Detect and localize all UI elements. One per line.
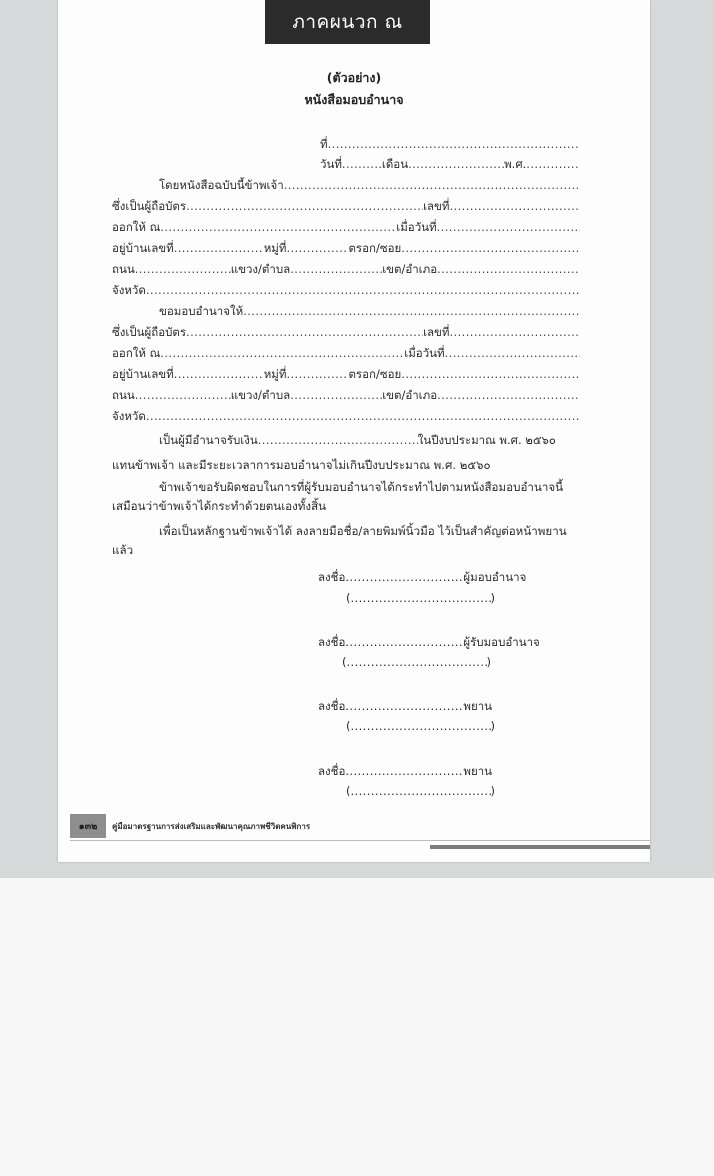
dotted-line	[526, 157, 580, 171]
dotted-line	[445, 346, 580, 360]
signature-witness-1	[318, 698, 588, 716]
dotted-line	[290, 262, 382, 276]
dotted-line	[160, 346, 404, 360]
dotted-line	[290, 388, 382, 402]
authority-prefix: เป็นผู้มีอำนาจรับเงิน	[159, 433, 258, 447]
evidence-paragraph: เพื่อเป็นหลักฐานข้าพเจ้าได้ ลงลายมือชื่อ/ลายพิมพ์นิ้วมือ ไว้เป็นสำคัญต่อหน้าพยานแล้ว	[112, 524, 567, 557]
dotted-line	[437, 388, 580, 402]
dotted-line	[186, 199, 423, 213]
dotted-line	[328, 137, 580, 151]
grantor-province-field	[112, 282, 580, 300]
grantor-card-field	[112, 198, 580, 216]
issue-date-label: เมื่อวันที่	[404, 346, 445, 360]
signature-role: ผู้มอบอำนาจ	[463, 570, 527, 584]
signature-role: พยาน	[463, 764, 493, 778]
dotted-line	[401, 241, 580, 255]
issued-at-label: ออกให้ ณ	[112, 220, 161, 234]
sign-label: ลงชื่อ	[318, 570, 346, 584]
paren-open: (	[346, 784, 351, 798]
dotted-line	[351, 784, 491, 798]
moo-label: หมู่ที่	[263, 367, 287, 381]
dotted-line	[408, 157, 504, 171]
responsibility-paragraph: ข้าพเจ้าขอรับผิดชอบในการที่ผู้รับมอบอำนาจได้กระทำไปตามหนังสือมอบอำนาจนี้ เสมือนว่าข้าพเจ้าได้กระทำด้วยตนเองทั้งสิ้น	[112, 480, 564, 513]
month-label: เดือน	[381, 157, 409, 171]
grantee-province-field	[112, 408, 580, 426]
dotted-line	[174, 241, 264, 255]
sign-label: ลงชื่อ	[318, 635, 346, 649]
paren-open: (	[346, 719, 351, 733]
card-holder-label: ซึ่งเป็นผู้ถือบัตร	[112, 325, 187, 339]
grantee-road-field	[112, 387, 580, 405]
subdistrict-label: แขวง/ตำบล	[230, 262, 291, 276]
dotted-line	[345, 570, 463, 584]
dotted-line	[345, 635, 463, 649]
paren-open: (	[346, 591, 351, 605]
dotted-line	[345, 699, 463, 713]
year-label: พ.ศ.	[504, 157, 527, 171]
dotted-line	[243, 304, 580, 318]
moo-label: หมู่ที่	[263, 241, 287, 255]
footer-book-title: คู่มือมาตรฐานการส่งเสริมและพัฒนาคุณภาพชีวิตคนพิการ	[112, 822, 311, 831]
number-label: เลขที่	[423, 199, 450, 213]
authority-paragraph: แทนข้าพเจ้า และมีระยะเวลาการมอบอำนาจไม่เกินปีงบประมาณ พ.ศ. ๒๕๖๐	[112, 458, 491, 472]
issued-at-label: ออกให้ ณ	[112, 346, 161, 360]
signature-grantor	[318, 569, 588, 587]
dotted-line	[401, 367, 580, 381]
province-label: จังหวัด	[112, 409, 146, 423]
grantor-intro: โดยหนังสือฉบับนี้ข้าพเจ้า	[159, 178, 284, 192]
dotted-line	[146, 409, 580, 423]
dotted-line	[146, 283, 580, 297]
house-no-label: อยู่บ้านเลขที่	[112, 367, 174, 381]
signature-witness-2	[318, 763, 588, 781]
printed-name-witness-2	[346, 784, 495, 802]
appendix-header-tab	[265, 0, 430, 44]
dotted-line	[284, 178, 580, 192]
grantor-road-field	[112, 261, 580, 279]
appendix-header-label: ภาคผนวก ณ	[292, 11, 403, 33]
at-label: ที่	[320, 137, 328, 151]
field-date	[320, 156, 580, 174]
signature-role: ผู้รับมอบอำนาจ	[463, 635, 540, 649]
alley-label: ตรอก/ซอย	[348, 367, 402, 381]
paren-close: )	[490, 784, 495, 798]
document-subtitle: (ตัวอย่าง)	[326, 70, 382, 85]
grantee-intro: ขอมอบอำนาจให้	[159, 304, 244, 318]
date-label: วันที่	[320, 157, 342, 171]
footer-accent-bar	[430, 845, 650, 849]
field-at	[320, 136, 580, 154]
grantee-card-field	[112, 324, 580, 342]
dotted-line	[347, 655, 487, 669]
grantor-address-field	[112, 240, 580, 258]
paren-close: )	[490, 591, 495, 605]
printed-name-grantee	[342, 655, 491, 673]
paren-open: (	[342, 655, 347, 669]
authority-line	[112, 432, 580, 450]
signature-role: พยาน	[463, 699, 493, 713]
district-label: เขต/อำเภอ	[382, 388, 438, 402]
road-label: ถนน	[112, 388, 135, 402]
grantor-issue-field	[112, 219, 580, 237]
document-title: หนังสือมอบอำนาจ	[304, 92, 404, 107]
signature-grantee	[318, 634, 588, 652]
dotted-line	[258, 433, 418, 447]
dotted-line	[286, 367, 348, 381]
district-label: เขต/อำเภอ	[382, 262, 438, 276]
paren-close: )	[490, 719, 495, 733]
document-page	[58, 0, 650, 862]
house-no-label: อยู่บ้านเลขที่	[112, 241, 174, 255]
grantee-address-field	[112, 366, 580, 384]
dotted-line	[437, 262, 580, 276]
grantee-issue-field	[112, 345, 580, 363]
dotted-line	[174, 367, 264, 381]
grantor-name-field	[112, 177, 580, 195]
subdistrict-label: แขวง/ตำบล	[230, 388, 291, 402]
printed-name-witness-1	[346, 719, 495, 737]
dotted-line	[351, 719, 491, 733]
dotted-line	[351, 591, 491, 605]
dotted-line	[450, 325, 581, 339]
dotted-line	[160, 220, 396, 234]
number-label: เลขที่	[423, 325, 450, 339]
sign-label: ลงชื่อ	[318, 764, 346, 778]
dotted-line	[135, 262, 231, 276]
dotted-line	[286, 241, 348, 255]
dotted-line	[450, 199, 581, 213]
page-number-badge	[70, 814, 106, 838]
issue-date-label: เมื่อวันที่	[396, 220, 437, 234]
sign-label: ลงชื่อ	[318, 699, 346, 713]
dotted-line	[186, 325, 423, 339]
grantee-name-field	[112, 303, 580, 321]
province-label: จังหวัด	[112, 283, 146, 297]
dotted-line	[345, 764, 463, 778]
road-label: ถนน	[112, 262, 135, 276]
footer-divider	[70, 840, 650, 841]
card-holder-label: ซึ่งเป็นผู้ถือบัตร	[112, 199, 187, 213]
dotted-line	[437, 220, 580, 234]
alley-label: ตรอก/ซอย	[348, 241, 402, 255]
page-number: ๑๓๒	[78, 820, 98, 832]
dotted-line	[342, 157, 382, 171]
authority-suffix: ในปีงบประมาณ พ.ศ. ๒๕๖๐	[417, 433, 556, 447]
dotted-line	[135, 388, 231, 402]
printed-name-grantor	[346, 591, 495, 609]
paren-close: )	[486, 655, 491, 669]
